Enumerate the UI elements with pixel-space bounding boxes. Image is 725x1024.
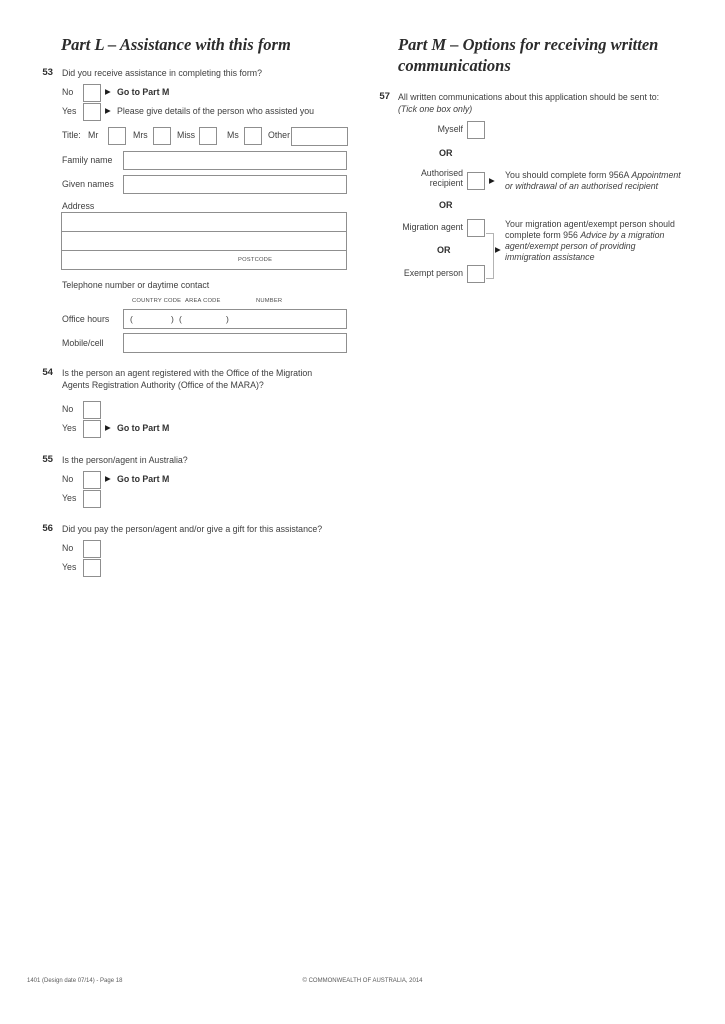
authorised-note-line1 — [505, 170, 681, 180]
mobile-input[interactable] — [123, 333, 347, 353]
goto-arrow-icon: ▶ — [105, 423, 111, 432]
q54-question-line1: Is the person an agent registered with the Office of the Migration — [62, 368, 313, 378]
office-hours-input[interactable] — [123, 309, 347, 329]
q57-tick-note: (Tick one box only) — [398, 104, 473, 114]
title-mr-label: Mr — [88, 130, 99, 140]
authorised-recipient-checkbox[interactable] — [467, 172, 485, 190]
address-input[interactable] — [61, 212, 347, 270]
q54-yes-label: Yes — [62, 423, 77, 433]
q55-no-label: No — [62, 474, 74, 484]
q54-question-line2: Agents Registration Authority (Office of the MARA)? — [62, 380, 264, 390]
title-mrs-label: Mrs — [133, 130, 148, 140]
title-miss-label: Miss — [177, 130, 196, 140]
authorised-note-italic: Appointment — [631, 170, 681, 180]
title-other-label: Other — [268, 130, 291, 140]
q53-yes-note: Please give details of the person who assisted you — [117, 106, 315, 116]
q57-question: All written communications about this application should be sent to: — [398, 92, 660, 102]
address-label: Address — [62, 201, 95, 211]
number-label: NUMBER — [256, 298, 283, 304]
q54-yes-checkbox[interactable] — [83, 420, 101, 438]
q54-number: 54 — [42, 367, 53, 378]
agent-note-plain: complete form 956 — [505, 230, 578, 240]
footer-form-id: 1401 (Design date 07/14) - Page 18 — [27, 978, 123, 984]
family-name-input[interactable] — [123, 151, 347, 170]
q55-yes-label: Yes — [62, 493, 77, 503]
paren-glyph: ) — [226, 314, 229, 324]
myself-checkbox[interactable] — [467, 121, 485, 139]
q56-yes-checkbox[interactable] — [83, 559, 101, 577]
part-l-title: Part L – Assistance with this form — [61, 35, 291, 54]
agent-note-italic: Advice by a migration — [580, 230, 665, 240]
address-row-divider — [62, 231, 346, 232]
migration-agent-label: Migration agent — [402, 222, 463, 232]
title-mrs-checkbox[interactable] — [153, 127, 171, 145]
paren-glyph: ( — [130, 314, 133, 324]
authorised-note-plain: You should complete form 956A — [505, 170, 629, 180]
goto-arrow-icon: ▶ — [495, 245, 501, 254]
q56-number: 56 — [42, 523, 53, 534]
q55-no-checkbox[interactable] — [83, 471, 101, 489]
q53-yes-checkbox[interactable] — [83, 103, 101, 121]
authorised-label-line1: Authorised — [420, 168, 463, 178]
or-label: OR — [439, 148, 453, 158]
title-ms-label: Ms — [227, 130, 239, 140]
q55-question: Is the person/agent in Australia? — [62, 455, 188, 465]
q55-number: 55 — [42, 454, 53, 465]
telephone-label: Telephone number or daytime contact — [62, 280, 210, 290]
q57-number: 57 — [379, 91, 390, 102]
title-ms-checkbox[interactable] — [244, 127, 262, 145]
agent-note-line3: agent/exempt person of providing — [505, 241, 636, 251]
goto-arrow-icon: ▶ — [105, 474, 111, 483]
paren-glyph: ) — [171, 314, 174, 324]
goto-arrow-icon: ▶ — [105, 87, 111, 96]
q54-no-label: No — [62, 404, 74, 414]
q54-yes-goto: Go to Part M — [117, 423, 170, 433]
myself-label: Myself — [437, 124, 463, 134]
given-names-label: Given names — [62, 179, 114, 189]
exempt-person-checkbox[interactable] — [467, 265, 485, 283]
address-row-divider — [62, 250, 346, 251]
goto-arrow-icon: ▶ — [105, 106, 111, 115]
q56-yes-label: Yes — [62, 562, 77, 572]
bracket-bottom-stub — [486, 278, 494, 279]
q53-no-goto: Go to Part M — [117, 87, 170, 97]
q53-number: 53 — [42, 67, 53, 78]
q54-no-checkbox[interactable] — [83, 401, 101, 419]
q56-question: Did you pay the person/agent and/or give a gift for this assistance? — [62, 524, 323, 534]
goto-arrow-icon: ▶ — [489, 176, 495, 185]
area-code-label: AREA CODE — [185, 298, 221, 304]
agent-note-line4: immigration assistance — [505, 252, 595, 262]
authorised-note-line2: or withdrawal of an authorised recipient — [505, 181, 659, 191]
agent-note-line2 — [505, 230, 664, 240]
q53-no-checkbox[interactable] — [83, 84, 101, 102]
paren-glyph: ( — [179, 314, 182, 324]
q53-yes-label: Yes — [62, 106, 77, 116]
given-names-input[interactable] — [123, 175, 347, 194]
q56-no-checkbox[interactable] — [83, 540, 101, 558]
postcode-label: POSTCODE — [238, 257, 273, 263]
title-miss-checkbox[interactable] — [199, 127, 217, 145]
title-other-input[interactable] — [291, 127, 348, 146]
part-m-title-line1: Part M – Options for receiving written — [398, 35, 659, 54]
q56-no-label: No — [62, 543, 74, 553]
title-label: Title: — [62, 130, 81, 140]
exempt-person-label: Exempt person — [403, 268, 463, 278]
title-mr-checkbox[interactable] — [108, 127, 126, 145]
q53-no-label: No — [62, 87, 74, 97]
q55-yes-checkbox[interactable] — [83, 490, 101, 508]
family-name-label: Family name — [62, 155, 113, 165]
country-code-label: COUNTRY CODE — [132, 298, 182, 304]
migration-agent-checkbox[interactable] — [467, 219, 485, 237]
authorised-label-line2: recipient — [429, 178, 463, 188]
mobile-label: Mobile/cell — [62, 338, 104, 348]
part-m-title-line2: communications — [398, 56, 511, 75]
or-label: OR — [439, 200, 453, 210]
q53-question: Did you receive assistance in completing this form? — [62, 68, 262, 78]
or-label: OR — [437, 245, 451, 255]
agent-note-line1: Your migration agent/exempt person should — [505, 219, 675, 229]
q55-no-goto: Go to Part M — [117, 474, 170, 484]
office-hours-label: Office hours — [62, 314, 110, 324]
footer-copyright: © COMMONWEALTH OF AUSTRALIA, 2014 — [302, 978, 423, 984]
bracket-vertical-line — [493, 233, 494, 279]
